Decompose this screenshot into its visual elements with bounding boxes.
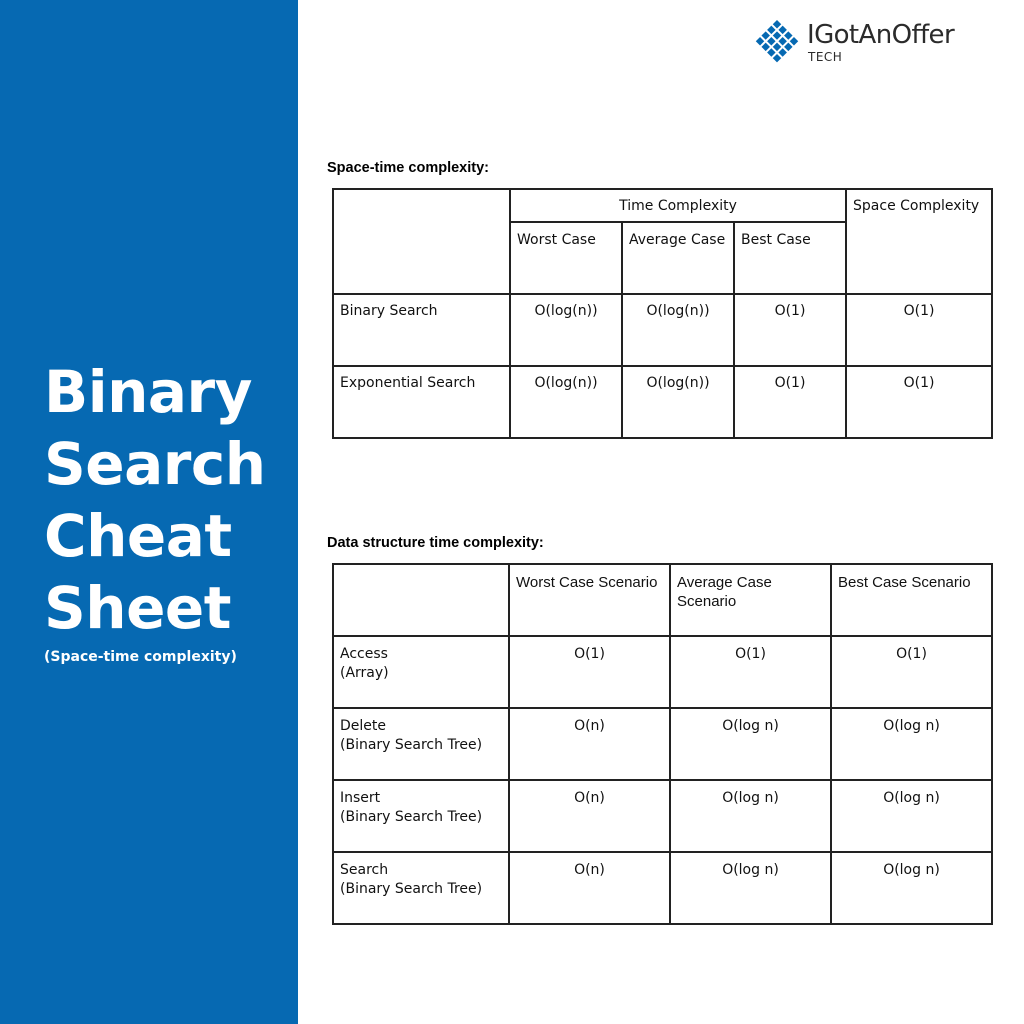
- table-row: [333, 780, 992, 852]
- operation-name: Insert: [340, 790, 381, 806]
- diamond-grid-logo-icon: [752, 16, 802, 66]
- title-line: Binary: [44, 358, 252, 426]
- table-row: [333, 708, 992, 780]
- logo-subtext: TECH: [808, 50, 843, 64]
- space-time-table: [332, 188, 993, 439]
- title-line: Cheat: [44, 502, 232, 570]
- average-case-header: Average Case: [622, 222, 734, 294]
- best-case-scenario-header: Best Case Scenario: [831, 564, 992, 636]
- worst-case-value: O(log(n)): [510, 294, 622, 366]
- operation-name: Access: [340, 646, 388, 662]
- table-row: [333, 852, 992, 924]
- table-header-row: [333, 189, 992, 222]
- average-case-value: O(log n): [670, 852, 831, 924]
- time-complexity-header: Time Complexity: [510, 189, 846, 222]
- worst-case-value: O(n): [509, 708, 670, 780]
- table-row: [333, 366, 992, 438]
- algorithm-name: Exponential Search: [333, 366, 510, 438]
- table-header-row: [333, 564, 992, 636]
- logo-name: IGotAnOffer: [807, 20, 955, 50]
- best-case-value: O(log n): [831, 852, 992, 924]
- operation-cell: [333, 636, 509, 708]
- best-case-value: O(1): [734, 366, 846, 438]
- page-subtitle: (Space-time complexity): [44, 649, 237, 665]
- best-case-value: O(log n): [831, 780, 992, 852]
- best-case-value: O(1): [831, 636, 992, 708]
- average-case-value: O(log n): [670, 780, 831, 852]
- structure-name: (Binary Search Tree): [340, 737, 483, 753]
- best-case-header: Best Case: [734, 222, 846, 294]
- operation-cell: [333, 852, 509, 924]
- operation-cell: [333, 708, 509, 780]
- space-complexity-header: Space Complexity: [846, 189, 992, 294]
- data-structure-heading: Data structure time complexity:: [327, 535, 544, 551]
- worst-case-value: O(log(n)): [510, 366, 622, 438]
- brand-logo: [752, 12, 982, 68]
- worst-case-header: Worst Case: [510, 222, 622, 294]
- sidebar-panel: [0, 0, 298, 1024]
- best-case-value: O(log n): [831, 708, 992, 780]
- operation-name: Delete: [340, 718, 386, 734]
- title-line: Sheet: [44, 574, 231, 642]
- operation-cell: [333, 780, 509, 852]
- page-title: [44, 356, 266, 644]
- operation-name: Search: [340, 862, 389, 878]
- table-row: [333, 294, 992, 366]
- empty-corner-cell: [333, 564, 509, 636]
- average-case-value: O(log n): [670, 708, 831, 780]
- average-case-value: O(log(n)): [622, 366, 734, 438]
- average-case-scenario-header: Average Case Scenario: [670, 564, 831, 636]
- average-case-value: O(log(n)): [622, 294, 734, 366]
- data-structure-table: [332, 563, 993, 925]
- table-row: [333, 636, 992, 708]
- title-line: Search: [44, 430, 266, 498]
- algorithm-name: Binary Search: [333, 294, 510, 366]
- structure-name: (Binary Search Tree): [340, 809, 483, 825]
- worst-case-scenario-header: Worst Case Scenario: [509, 564, 670, 636]
- space-value: O(1): [846, 366, 992, 438]
- worst-case-value: O(n): [509, 780, 670, 852]
- average-case-value: O(1): [670, 636, 831, 708]
- structure-name: (Binary Search Tree): [340, 881, 483, 897]
- space-time-heading: Space-time complexity:: [327, 160, 489, 176]
- worst-case-value: O(1): [509, 636, 670, 708]
- empty-corner-cell: [333, 189, 510, 294]
- structure-name: (Array): [340, 665, 389, 681]
- space-value: O(1): [846, 294, 992, 366]
- worst-case-value: O(n): [509, 852, 670, 924]
- best-case-value: O(1): [734, 294, 846, 366]
